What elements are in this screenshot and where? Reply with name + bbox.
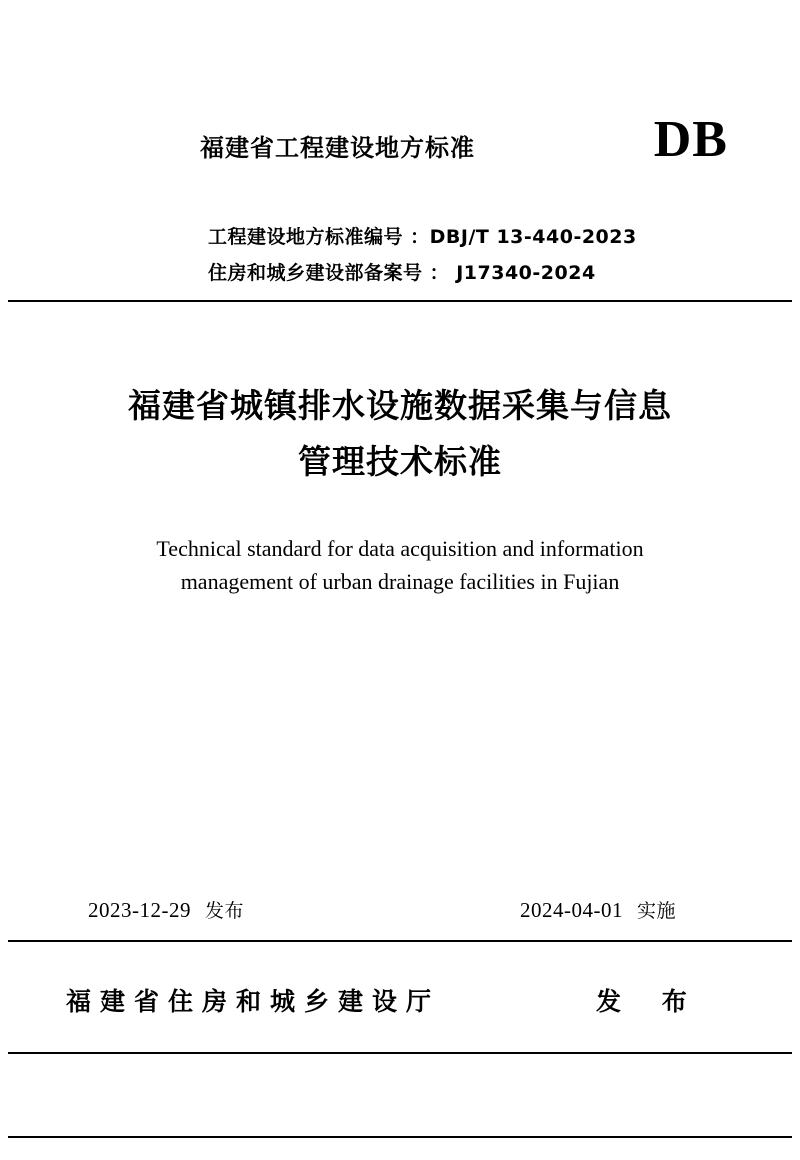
series-row <box>0 110 800 180</box>
title-english-line-2: management of urban drainage facilities in Fujian <box>180 569 620 594</box>
date-row <box>0 896 800 930</box>
effective-date-value: 2024-04-01 <box>520 898 623 922</box>
issue-date-value: 2023-12-29 <box>88 898 191 922</box>
issue-date-group <box>88 896 244 923</box>
divider-middle <box>8 940 792 942</box>
title-block <box>0 378 800 598</box>
publisher-row <box>0 982 800 1026</box>
issue-date-label: 发布 <box>205 900 245 922</box>
effective-date-label: 实施 <box>637 900 677 922</box>
title-chinese-line-1: 福建省城镇排水设施数据采集与信息 <box>128 386 672 425</box>
standard-series-label: 福建省工程建设地方标准 <box>200 134 475 162</box>
local-standard-number: 工程建设地方标准编号 ：DBJ/T 13-440-2023 <box>208 226 637 248</box>
divider-top <box>8 300 792 302</box>
db-mark-label: DB <box>653 111 728 168</box>
title-english-line-1: Technical standard for data acquisition and information <box>156 536 644 561</box>
mohurd-record-number: 住房和城乡建设部备案号 ： J17340-2024 <box>208 262 596 284</box>
title-chinese-line-2: 管理技术标准 <box>298 442 502 481</box>
effective-date-group <box>520 896 676 923</box>
cover-header <box>0 110 800 284</box>
standard-code-block <box>0 222 800 294</box>
divider-bottom <box>8 1052 792 1054</box>
publisher-name: 福建省住房和城乡建设厅 <box>66 987 441 1016</box>
publisher-verb: 发 布 <box>596 987 703 1016</box>
divider-footer <box>8 1136 792 1138</box>
